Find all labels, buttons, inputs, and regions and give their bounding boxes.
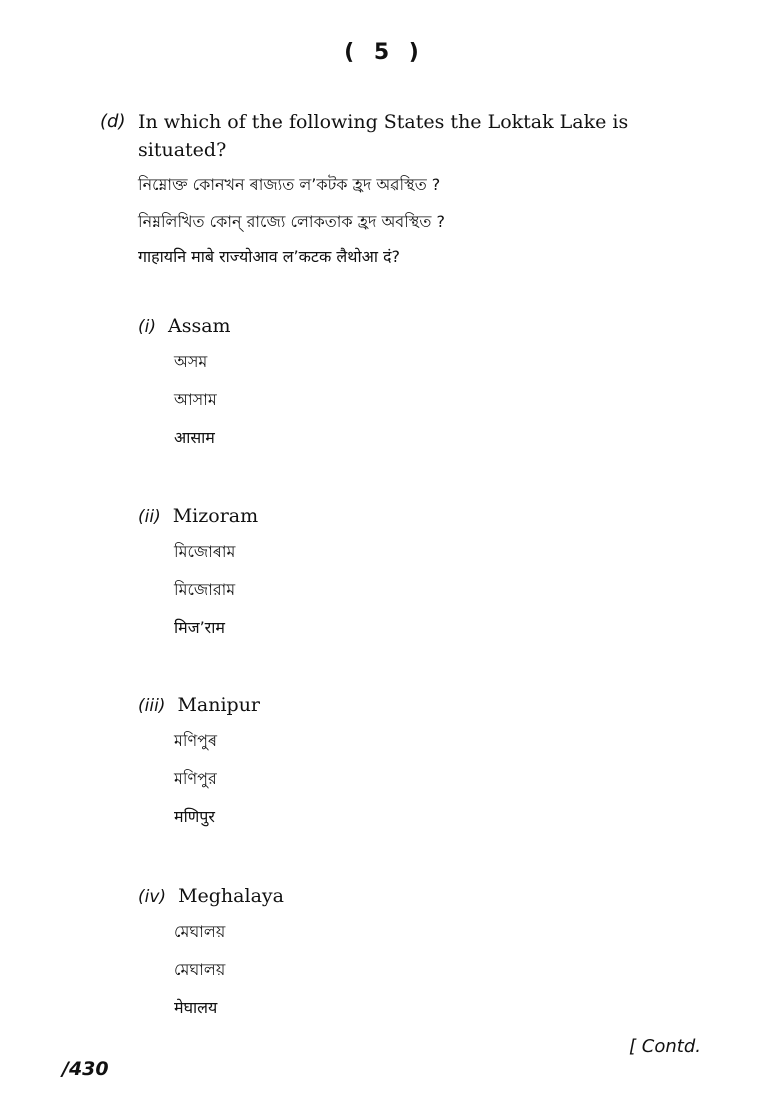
question-block <box>100 108 680 164</box>
option-number: (ii) <box>138 507 161 527</box>
question-translation-bengali: নিম্নলিখিত কোন্ রাজ্যে লোকতাক হ্রদ অবস্থিত ? <box>138 212 445 231</box>
page-number: ( 5 ) <box>344 40 425 65</box>
option-translation: मिज’राम <box>174 618 225 637</box>
option-i <box>138 313 538 465</box>
option-translation: মিজোৰাম <box>174 542 236 561</box>
option-ii <box>138 503 538 655</box>
option-translation: মেঘালয় <box>174 922 226 941</box>
option-translation: আসাম <box>174 390 217 409</box>
question-label: (d) <box>100 111 126 132</box>
question-text: In which of the following States the Loktak Lake is situated? <box>138 111 629 161</box>
option-translation: মিজোরাম <box>174 580 236 599</box>
option-iv <box>138 883 538 1035</box>
question-translation-assamese: নিম্নোক্ত কোনখন ৰাজ্যত ল’কটক হ্রদ অৱস্থিত ? <box>138 175 441 194</box>
option-iii <box>138 692 538 844</box>
continued-marker: [ Contd. <box>629 1036 701 1057</box>
option-translation: মণিপুৰ <box>174 731 218 750</box>
option-number: (i) <box>138 317 156 337</box>
option-translation: মণিপুর <box>174 769 217 788</box>
paper-code: /430 <box>62 1058 109 1080</box>
option-text: Meghalaya <box>178 885 284 907</box>
option-text: Mizoram <box>172 505 259 527</box>
option-number: (iii) <box>138 696 166 716</box>
option-translation: मणिपुर <box>174 807 215 826</box>
option-translation: आसाम <box>174 428 215 447</box>
option-text: Manipur <box>177 694 261 716</box>
option-translation: मेघालय <box>174 998 218 1017</box>
question-translation-bodo: गाहायनि माबे राज्योआव ल’कटक लैथोआ दं? <box>138 247 401 266</box>
option-translation: অসম <box>174 352 208 371</box>
option-translation: মেঘালয় <box>174 960 226 979</box>
option-text: Assam <box>168 315 231 337</box>
option-number: (iv) <box>138 887 167 907</box>
